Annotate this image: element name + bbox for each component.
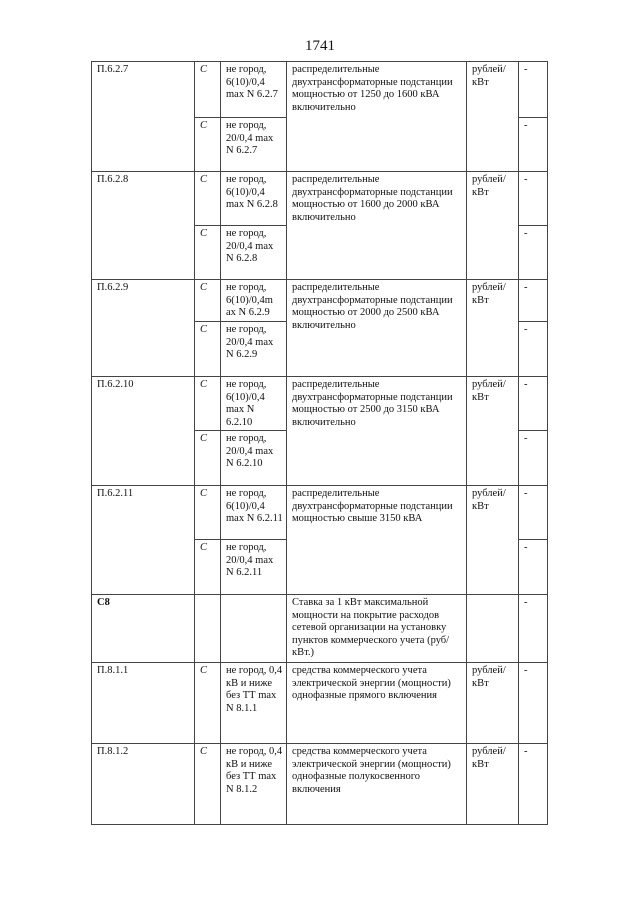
value-cell: -: [519, 172, 548, 226]
value-cell: -: [519, 486, 548, 540]
condition-cell: не город, 6(10)/0,4m ax N 6.2.9: [221, 280, 287, 322]
category-cell: С: [195, 62, 221, 118]
item-code: П.8.1.2: [92, 744, 195, 825]
description-cell: распределительные двухтрансформаторные подстанции мощностью от 2000 до 2500 кВА включительно: [287, 280, 467, 377]
value-cell: -: [519, 226, 548, 280]
item-code: П.8.1.1: [92, 663, 195, 744]
description-cell: распределительные двухтрансформаторные подстанции мощностью от 1600 до 2000 кВА включительно: [287, 172, 467, 280]
section-description: Ставка за 1 кВт максимальной мощности на покрытие расходов сетевой организации на установку пунктов коммерческого учета (руб/кВт.): [287, 595, 467, 663]
value-cell: -: [519, 377, 548, 431]
tariff-table-body: [92, 62, 548, 825]
unit-cell: рублей/ кВт: [467, 744, 519, 825]
section-row-c8: [92, 595, 548, 663]
condition-cell: не город, 6(10)/0,4 max N 6.2.10: [221, 377, 287, 431]
category-cell: С: [195, 280, 221, 322]
condition-cell: не город, 20/0,4 max N 6.2.10: [221, 431, 287, 486]
condition-cell: не город, 0,4 кВ и ниже без ТТ max N 8.1.1: [221, 663, 287, 744]
unit-cell: рублей/ кВт: [467, 172, 519, 280]
unit-cell: [467, 595, 519, 663]
value-cell: -: [519, 595, 548, 663]
table-row: [92, 663, 548, 744]
category-cell: С: [195, 118, 221, 172]
table-row: [92, 62, 548, 118]
condition-cell: не город, 20/0,4 max N 6.2.9: [221, 322, 287, 377]
table-row: [92, 377, 548, 431]
category-cell: С: [195, 172, 221, 226]
value-cell: -: [519, 322, 548, 377]
unit-cell: рублей/ кВт: [467, 486, 519, 595]
description-cell: распределительные двухтрансформаторные подстанции мощностью от 1250 до 1600 кВА включительно: [287, 62, 467, 172]
unit-cell: рублей/ кВт: [467, 280, 519, 377]
category-cell: [195, 595, 221, 663]
unit-cell: рублей/ кВт: [467, 663, 519, 744]
item-code: П.6.2.11: [92, 486, 195, 595]
item-code: П.6.2.7: [92, 62, 195, 172]
item-code: П.6.2.10: [92, 377, 195, 486]
condition-cell: не город, 20/0,4 max N 6.2.8: [221, 226, 287, 280]
value-cell: -: [519, 431, 548, 486]
condition-cell: [221, 595, 287, 663]
category-cell: С: [195, 322, 221, 377]
condition-cell: не город, 6(10)/0,4 max N 6.2.11: [221, 486, 287, 540]
condition-cell: не город, 20/0,4 max N 6.2.11: [221, 540, 287, 595]
section-code: С8: [92, 595, 195, 663]
condition-cell: не город, 20/0,4 max N 6.2.7: [221, 118, 287, 172]
category-cell: С: [195, 377, 221, 431]
category-cell: С: [195, 744, 221, 825]
description-cell: распределительные двухтрансформаторные подстанции мощностью свыше 3150 кВА: [287, 486, 467, 595]
value-cell: -: [519, 62, 548, 118]
table-row: [92, 486, 548, 540]
category-cell: С: [195, 663, 221, 744]
description-cell: средства коммерческого учета электрической энергии (мощности) однофазные прямого включения: [287, 663, 467, 744]
category-cell: С: [195, 226, 221, 280]
value-cell: -: [519, 118, 548, 172]
value-cell: -: [519, 280, 548, 322]
condition-cell: не город, 6(10)/0,4 max N 6.2.7: [221, 62, 287, 118]
table-row: [92, 172, 548, 226]
description-cell: распределительные двухтрансформаторные подстанции мощностью от 2500 до 3150 кВА включительно: [287, 377, 467, 486]
tariff-table: [91, 61, 548, 825]
page-number: 1741: [305, 38, 335, 54]
description-cell: средства коммерческого учета электрической энергии (мощности) однофазные полукосвенного включения: [287, 744, 467, 825]
unit-cell: рублей/ кВт: [467, 377, 519, 486]
table-row: [92, 744, 548, 825]
category-cell: С: [195, 486, 221, 540]
item-code: П.6.2.9: [92, 280, 195, 377]
value-cell: -: [519, 663, 548, 744]
category-cell: С: [195, 540, 221, 595]
item-code: П.6.2.8: [92, 172, 195, 280]
category-cell: С: [195, 431, 221, 486]
value-cell: -: [519, 744, 548, 825]
condition-cell: не город, 0,4 кВ и ниже без ТТ max N 8.1.2: [221, 744, 287, 825]
value-cell: -: [519, 540, 548, 595]
unit-cell: рублей/ кВт: [467, 62, 519, 172]
condition-cell: не город, 6(10)/0,4 max N 6.2.8: [221, 172, 287, 226]
table-row: [92, 280, 548, 322]
